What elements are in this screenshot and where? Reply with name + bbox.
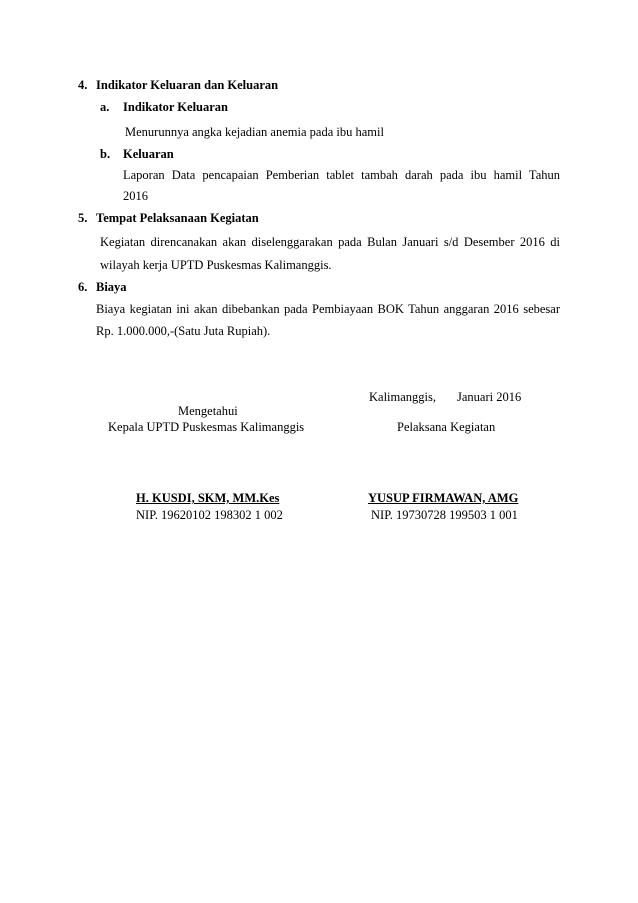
section-5-line1: Kegiatan direncanakan akan diselenggarakan pada Bulan Januari s/d Desember 2016 di	[100, 235, 560, 249]
right-role: Pelaksana Kegiatan	[397, 420, 496, 434]
section-4-number: 4.	[78, 78, 88, 92]
item-b-title: Keluaran	[123, 147, 174, 161]
section-4-title: Indikator Keluaran dan Keluaran	[96, 78, 279, 92]
right-signatory-name: YUSUP FIRMAWAN, AMG	[368, 491, 519, 505]
item-b-text-line2: 2016	[123, 189, 148, 203]
left-role: Kepala UPTD Puskesmas Kalimanggis	[108, 420, 305, 434]
item-a-title: Indikator Keluaran	[123, 100, 228, 114]
section-6-number: 6.	[78, 280, 88, 294]
item-b-text-line1: Laporan Data pencapaian Pemberian tablet tambah darah pada ibu hamil Tahun	[123, 168, 560, 182]
section-6-title: Biaya	[96, 280, 127, 294]
section-5-line2: wilayah kerja UPTD Puskesmas Kalimanggis.	[100, 258, 332, 272]
section-6-line2: Rp. 1.000.000,-(Satu Juta Rupiah).	[96, 324, 271, 338]
left-signatory-name: H. KUSDI, SKM, MM.Kes	[136, 491, 280, 505]
right-signatory-nip: NIP. 19730728 199503 1 001	[371, 508, 518, 522]
section-5-title: Tempat Pelaksanaan Kegiatan	[96, 211, 259, 225]
item-a-label: a.	[100, 100, 110, 114]
left-caption: Mengetahui	[178, 404, 238, 418]
item-b-label: b.	[100, 147, 111, 161]
item-a-text: Menurunnya angka kejadian anemia pada ibu hamil	[125, 125, 384, 139]
section-6-line1: Biaya kegiatan ini akan dibebankan pada Pembiayaan BOK Tahun anggaran 2016 sebesar	[96, 302, 560, 316]
left-signatory-nip: NIP. 19620102 198302 1 002	[136, 508, 283, 522]
section-5-number: 5.	[78, 211, 88, 225]
place-text: Kalimanggis,	[369, 390, 437, 404]
date-text: Januari 2016	[457, 390, 522, 404]
